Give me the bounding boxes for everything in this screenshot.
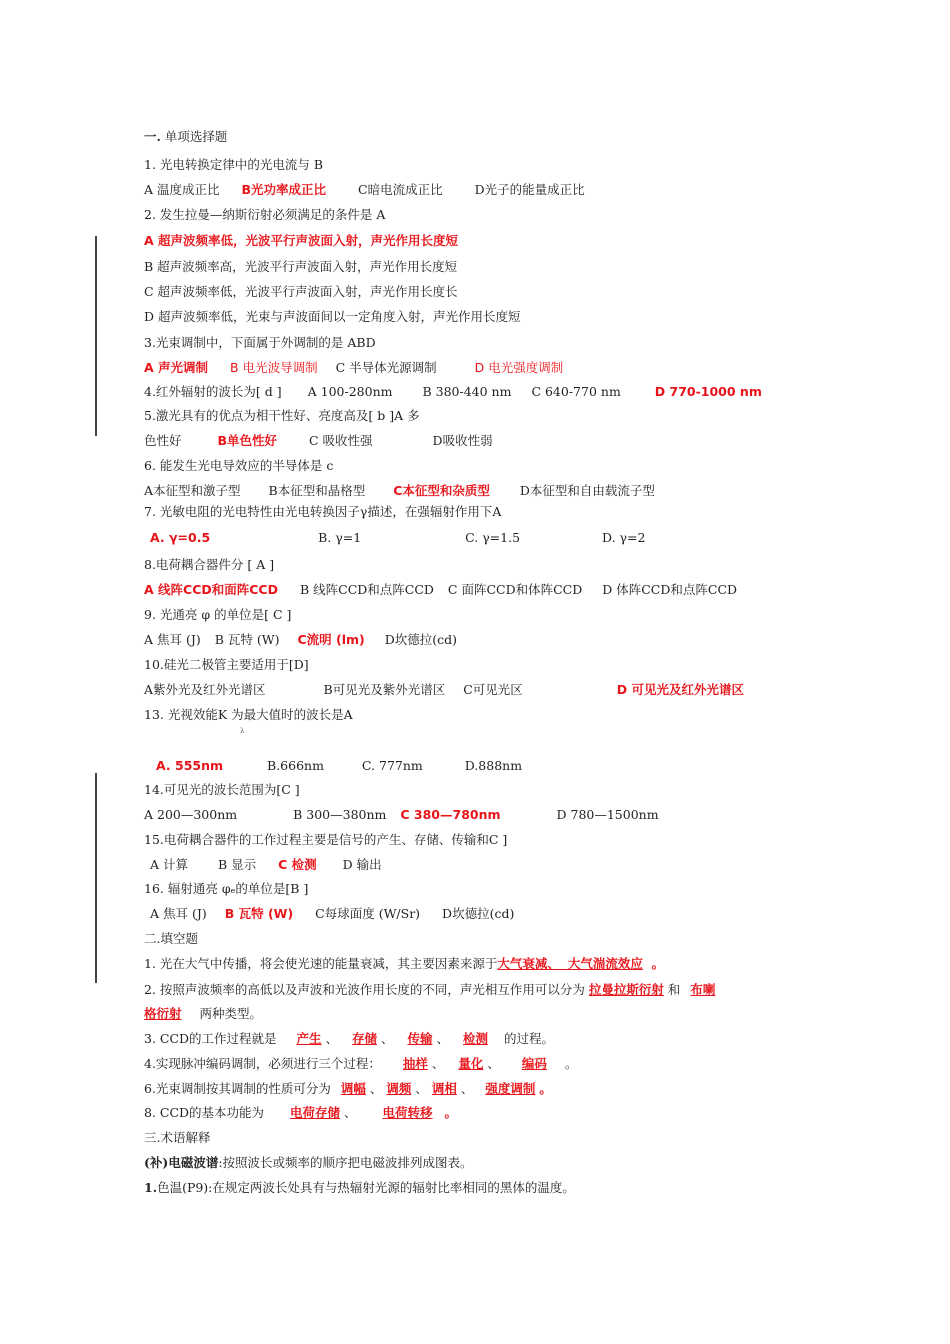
option: D 超声波频率低，光束与声波面间以一定角度入射，声光作用长度短 [144,309,521,324]
question-stem: 4.红外辐射的波长为[ d ] [144,384,282,399]
section3-title: 三.术语解释 [144,1130,211,1145]
question-stem: 13. 光视效能K 为最大值时的波长是A [144,707,353,722]
fill-answer: 调相 [431,1081,457,1096]
option: B 380-440 nm [422,384,512,399]
term-name: (补)电磁波谱 [144,1155,219,1170]
fill-blank [560,956,568,971]
option: C 640-770 nm [531,384,621,399]
option: B 线阵CCD和点阵CCD [299,582,434,597]
fill-answer: 调幅 [340,1081,366,1096]
question-stem: 9. 光通亮 φ 的单位是[ C ] [144,607,292,622]
option: B 300—380nm [293,807,387,822]
margin-bar-top [95,236,97,436]
option: C 半导体光源调制 [335,360,437,375]
question-options [144,856,382,874]
option: D.888nm [464,758,523,773]
fill-text: 6.光束调制按其调制的性质可分为 [144,1081,331,1096]
fill-item: 6.光束调制按其调制的性质可分为 调幅 、 调频 、 调相 、 强度调制 。 [144,1081,552,1096]
question-stem: 15.电荷耦合器件的工作过程主要是信号的产生、存储、传输和C ] [144,832,508,847]
term-definition: 色温(P9):在规定两波长处具有与热辐射光源的辐射比率相同的黑体的温度。 [157,1180,575,1195]
fill-answer: 大气衰减、 [497,956,560,971]
option: A紫外光及红外光谱区 [144,682,266,697]
fill-answer: 大气湍流效应 [567,956,643,971]
term-definition: :按照波长或频率的顺序把电磁波排列成图表。 [218,1155,473,1170]
option: C 吸收性强 [309,433,373,448]
fill-answer: 电荷转移 [382,1105,433,1120]
fill-item [144,981,715,999]
option: C 面阵CCD和体阵CCD [447,582,583,597]
option: A 焦耳 (J) [150,906,207,921]
question-options [144,581,737,599]
option-answer: B光功率成正比 [241,182,327,197]
fill-item: 3. CCD的工作过程就是 产生 、 存储 、 传输 、 检测 的过程。 [144,1031,554,1046]
question-options [144,383,762,401]
fill-answer: 电荷存储 [290,1105,341,1120]
fill-text: 。 [444,1105,458,1120]
fill-answer: 量化 [458,1056,484,1071]
margin-bar-bottom [95,773,97,983]
option: D本征型和自由载流子型 [519,483,655,498]
option: C. 777nm [361,758,423,773]
option: 色性好 [144,433,182,448]
fill-answer: 产生 [296,1031,322,1046]
question-stem: 8.电荷耦合器件分 [ A ] [144,557,275,572]
question-stem: 6. 能发生光电导效应的半导体是 c [144,458,334,473]
option: D 体阵CCD和点阵CCD [602,582,738,597]
question-stem: 3.光束调制中，下面属于外调制的是 ABD [144,335,376,350]
fill-item [144,955,664,973]
section2-title: 二.填空题 [144,931,198,946]
question-options [144,806,659,824]
fill-answer: 布喇 [690,982,716,997]
option: A 焦耳 (J) [144,632,201,647]
fill-text: 8. CCD的基本功能为 [144,1105,265,1120]
option: D 780—1500nm [556,807,659,822]
option: D坎德拉(cd) [442,906,515,921]
term-number: 1. [144,1180,158,1195]
option: D吸收性弱 [432,433,493,448]
option: B 瓦特 (W) [214,632,280,647]
fill-item: 4.实现脉冲编码调制，必须进行三个过程： 抽样 、 量化 、 编码 。 [144,1056,578,1071]
section1-number: 一. [144,129,161,144]
fill-answer: 抽样 [402,1056,428,1071]
option-answer: C 检测 [278,857,317,872]
fill-text: 4.实现脉冲编码调制，必须进行三个过程： [144,1056,381,1071]
option: B 超声波频率高，光波平行声波面入射，声光作用长度短 [144,259,458,274]
option: A 温度成正比 [144,182,220,197]
option: C. γ=1.5 [465,530,521,545]
option-answer: A 线阵CCD和面阵CCD [144,582,278,597]
option: C暗电流成正比 [358,182,443,197]
section1-title-text: 单项选择题 [164,129,228,144]
option-answer: A. γ=0.5 [150,530,211,545]
fill-text: 。 [642,956,665,971]
option: C可见光区 [463,682,523,697]
option-answer: A 超声波频率低，光波平行声波面入射，声光作用长度短 [144,233,459,248]
option-answer: A 声光调制 [144,360,209,375]
question-options [144,757,522,775]
option-answer: B 瓦特 (W) [224,906,294,921]
option: D. γ=2 [602,530,646,545]
option: B 显示 [218,857,257,872]
fill-answer: 格衍射 [144,1006,182,1021]
option-answer: D 可见光及红外光谱区 [616,682,744,697]
subscript-lambda: λ [240,727,245,735]
option: D光子的能量成正比 [474,182,585,197]
question-stem: 16. 辐射通亮 φₑ的单位是[B ] [144,881,309,896]
option: D 输出 [342,857,382,872]
option-answer: B单色性好 [217,433,278,448]
fill-answer: 传输 [407,1031,433,1046]
question-stem: 1. 光电转换定律中的光电流与 B [144,157,324,172]
fill-text: 1. 光在大气中传播，将会使光速的能量衰减，其主要因素来源于 [144,956,498,971]
option-answer: D 电光强度调制 [474,360,564,375]
option: A本征型和激子型 [144,483,241,498]
option: C每球面度 (W/Sr) [315,906,421,921]
question-options [144,359,563,377]
fill-text: 2. 按照声波频率的高低以及声波和光波作用长度的不同，声光相互作用可以分为 [144,982,585,997]
question-stem: 5.激光具有的优点为相干性好、亮度高及[ b ]A 多 [144,408,420,423]
fill-answer: 强度调制 [485,1081,536,1096]
section1-title [144,128,227,146]
question-stem: 10.硅光二极管主要适用于[D] [144,657,309,672]
option-answer: C 380—780nm [400,807,501,822]
fill-item-cont [144,1005,262,1023]
question-options [144,529,645,547]
fill-text: 和 [667,982,681,997]
question-stem: 7. 光敏电阻的光电特性由光电转换因子γ描述，在强辐射作用下A [144,504,502,519]
fill-text: 的过程。 [503,1031,554,1046]
option: A 100-280nm [307,384,393,399]
option: B可见光及紫外光谱区 [323,682,446,697]
question-options [144,681,744,699]
option: B.666nm [267,758,324,773]
option: A 计算 [150,857,189,872]
question-stem: 14.可见光的波长范围为[C ] [144,782,300,797]
fill-text: 。 [539,1081,552,1096]
fill-text: 。 [564,1056,578,1071]
option-answer: C流明 (lm) [297,632,365,647]
question-options [144,181,585,199]
fill-text: 两种类型。 [199,1006,263,1021]
fill-item: 8. CCD的基本功能为 电荷存储 、 电荷转移 。 [144,1105,458,1120]
fill-answer: 拉曼拉斯衍射 [588,982,664,997]
option: A 200—300nm [144,807,238,822]
question-stem: 2. 发生拉曼—纳斯衍射必须满足的条件是 A [144,207,386,222]
option-answer: B 电光波导调制 [230,360,318,375]
question-options [144,482,655,500]
fill-answer: 调频 [386,1081,412,1096]
term-item [144,1154,473,1172]
option: D坎德拉(cd) [384,632,457,647]
fill-answer: 编码 [521,1056,547,1071]
option-answer: D 770-1000 nm [654,384,762,399]
question-options [144,432,493,450]
option: C 超声波频率低，光波平行声波面入射，声光作用长度长 [144,284,458,299]
fill-answer: 检测 [462,1031,488,1046]
fill-answer: 存储 [352,1031,378,1046]
fill-text: 3. CCD的工作过程就是 [144,1031,277,1046]
question-options [144,631,457,649]
option-answer: A. 555nm [156,758,224,773]
option: B. γ=1 [318,530,362,545]
option-answer: C本征型和杂质型 [393,483,490,498]
option: B本征型和晶格型 [268,483,366,498]
term-item [144,1179,575,1197]
question-options [144,905,514,923]
